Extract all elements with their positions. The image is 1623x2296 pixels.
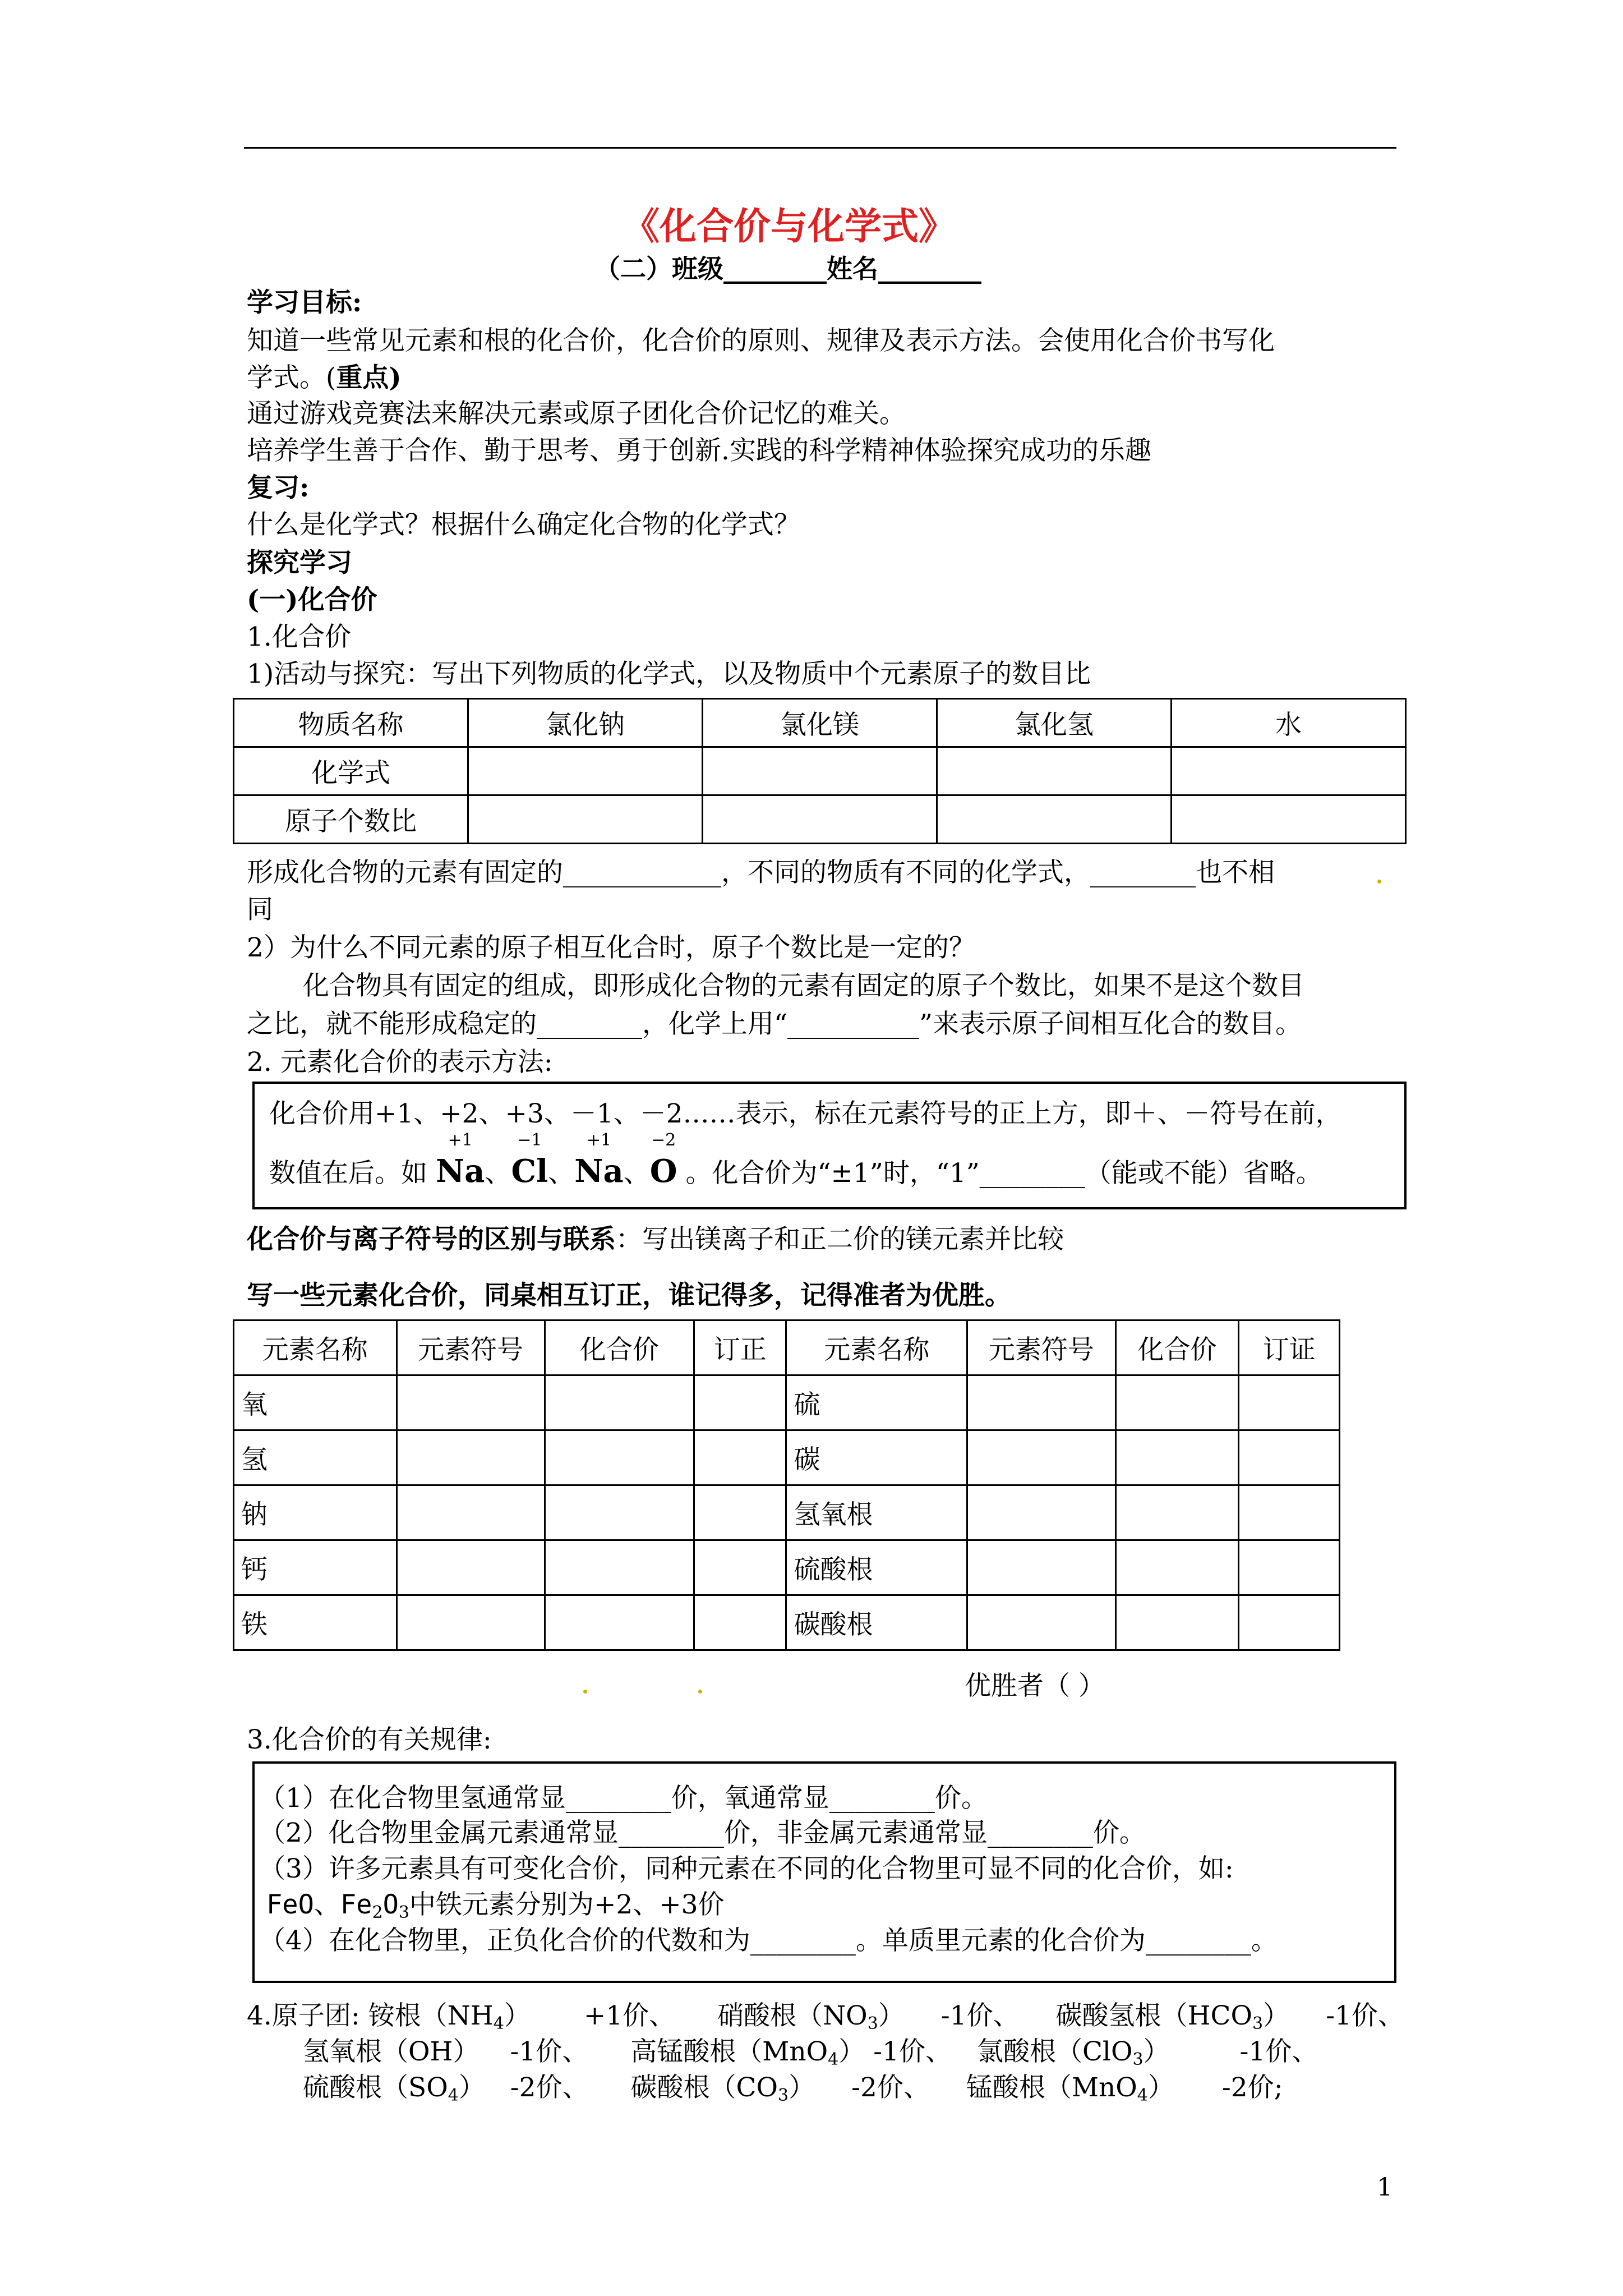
answer-cell[interactable] <box>694 1375 786 1430</box>
answer-cell[interactable] <box>967 1430 1115 1485</box>
winner-field[interactable]: 优胜者（ ） <box>965 1671 1105 1701</box>
answer-cell[interactable] <box>694 1540 786 1595</box>
valence-game-table <box>233 1319 1340 1651</box>
table-header-cell: 元素符号 <box>967 1320 1115 1375</box>
group-valence: -2价、 <box>510 2072 589 2103</box>
page-number: 1 <box>1377 2173 1393 2202</box>
decorative-dot <box>1377 880 1381 884</box>
rules-heading: 3.化合价的有关规律: <box>247 1724 492 1755</box>
answer-cell[interactable] <box>1239 1375 1340 1430</box>
table-header-cell: 氯化氢 <box>937 699 1172 747</box>
rule-1: （1）在化合物里氢通常显________价，氧通常显________价。 <box>259 1783 988 1814</box>
answer-cell[interactable] <box>545 1430 694 1485</box>
table-header-cell: 物质名称 <box>234 699 468 747</box>
answer-cell[interactable] <box>396 1375 545 1430</box>
page-title: 《化合价与化学式》 <box>623 204 956 248</box>
answer-cell[interactable] <box>1172 795 1406 844</box>
element-name-cell: 氢氧根 <box>786 1485 967 1540</box>
answer-cell[interactable] <box>1239 1540 1340 1595</box>
table-header-cell: 元素名称 <box>786 1320 967 1375</box>
group-valence: -1价、 <box>510 2036 589 2067</box>
valence-box-line1: 化合价用+1、+2、+3、－1、－2……表示，标在元素符号的正上方，即＋、－符号在前， <box>269 1098 1342 1129</box>
element-name-cell: 硫酸根 <box>786 1540 967 1595</box>
rule-2: （2）化合物里金属元素通常显________价，非金属元素通常显________价。 <box>259 1818 1146 1848</box>
q2-line1: 2）为什么不同元素的原子相互化合时，原子个数比是一定的？ <box>247 932 975 963</box>
table-header-cell: 水 <box>1172 699 1406 747</box>
fill1-line1: 形成化合物的元素有固定的____________，不同的物质有不同的化学式，________也不相 <box>247 857 1275 888</box>
valence-box-line2: 数值在后。如 +1 Na、 −1 Cl、 +1 Na、 −2 O 。化合价为“±1”时，“1”________（能或不能）省略。 <box>269 1130 1322 1190</box>
element-name-cell: 钠 <box>234 1485 397 1540</box>
answer-cell[interactable] <box>1115 1375 1239 1430</box>
explore-sub1: (一)化合价 <box>247 585 377 615</box>
answer-cell[interactable] <box>545 1595 694 1650</box>
answer-cell[interactable] <box>694 1485 786 1540</box>
rule-3: （3）许多元素具有可变化合价，同种元素在不同的化合物里可显不同的化合价，如: <box>259 1853 1234 1884</box>
table-header-cell: 元素符号 <box>396 1320 545 1375</box>
element-name-cell: 碳酸根 <box>786 1595 967 1650</box>
q2-line2: 化合物具有固定的组成，即形成化合物的元素有固定的原子个数比，如果不是这个数目 <box>303 970 1304 1001</box>
answer-cell[interactable] <box>396 1430 545 1485</box>
valence-example: +1 Na <box>435 1130 485 1190</box>
answer-cell[interactable] <box>1115 1485 1239 1540</box>
rule-3-example: FeO、$Fe_2O_3$中铁元素分别为+2、+3价 <box>266 1889 725 1922</box>
group-valence: -1价、 <box>873 2036 952 2067</box>
group-item: 铵根$(NH_4)$ <box>368 2000 531 2033</box>
table-header-cell: 元素名称 <box>234 1320 397 1375</box>
rule-4: （4）在化合物里，正负化合价的代数和为________。单质里元素的化合价为________。 <box>259 1925 1278 1956</box>
group-item: 高锰酸根（MnO$_4$） <box>630 2036 865 2069</box>
answer-cell[interactable] <box>1115 1430 1239 1485</box>
answer-cell[interactable] <box>694 1595 786 1650</box>
group-valence: -2价; <box>1221 2072 1283 2103</box>
table-header-cell: 订正 <box>694 1320 786 1375</box>
element-name-cell: 钙 <box>234 1540 397 1595</box>
group-item: 氢氧根（OH） <box>303 2036 479 2067</box>
answer-cell[interactable] <box>967 1540 1115 1595</box>
goals-line4: 培养学生善于合作、勤于思考、勇于创新.实践的科学精神体验探究成功的乐趣 <box>247 435 1151 466</box>
substance-table <box>233 698 1407 844</box>
group-item: 硝酸根$(NO_3)$ <box>717 2000 905 2033</box>
answer-cell[interactable] <box>967 1485 1115 1540</box>
q2-line3: 之比，就不能形成稳定的________，化学上用“__________”来表示原子间相互化合的数目。 <box>247 1009 1302 1039</box>
method-heading: 2. 元素化合价的表示方法: <box>247 1047 553 1078</box>
page-subtitle: （二）班级________姓名________ <box>594 254 981 284</box>
valence-example: +1 Na <box>574 1130 624 1190</box>
answer-cell[interactable] <box>1239 1485 1340 1540</box>
row-label-formula: 化学式 <box>234 747 468 795</box>
goals-heading: 学习目标: <box>247 287 362 318</box>
answer-cell[interactable] <box>545 1375 694 1430</box>
group-item: 碳酸根$(CO_3)$ <box>630 2072 815 2105</box>
answer-cell[interactable] <box>545 1540 694 1595</box>
answer-cell[interactable] <box>545 1485 694 1540</box>
group-item: 锰酸根（MnO$_4$） <box>966 2072 1174 2105</box>
decorative-dot <box>583 1690 587 1694</box>
groups-line3 <box>303 2074 1283 2104</box>
goals-line2: 学式。(重点) <box>247 362 402 393</box>
review-question: 什么是化学式？根据什么确定化合物的化学式？ <box>247 509 800 540</box>
answer-cell[interactable] <box>703 747 937 795</box>
answer-cell[interactable] <box>937 747 1172 795</box>
table-header-cell: 氯化镁 <box>703 699 937 747</box>
table-header-cell: 订证 <box>1239 1320 1340 1375</box>
ion-comparison: 化合价与离子符号的区别与联系：写出镁离子和正二价的镁元素并比较 <box>247 1224 1064 1255</box>
goals-line3: 通过游戏竞赛法来解决元素或原子团化合价记忆的难关。 <box>247 398 906 429</box>
element-name-cell: 氢 <box>234 1430 397 1485</box>
group-valence: +1价、 <box>583 2000 676 2031</box>
element-name-cell: 铁 <box>234 1595 397 1650</box>
decorative-dot <box>698 1690 702 1694</box>
answer-cell[interactable] <box>967 1595 1115 1650</box>
answer-cell[interactable] <box>1239 1430 1340 1485</box>
answer-cell[interactable] <box>396 1485 545 1540</box>
valence-example: −1 Cl <box>511 1130 548 1190</box>
answer-cell[interactable] <box>694 1430 786 1485</box>
valence-example: −2 O <box>649 1130 677 1190</box>
goals-line1: 知道一些常见元素和根的化合价，化合价的原则、规律及表示方法。会使用化合价书写化 <box>247 325 1275 356</box>
table-header-cell: 化合价 <box>545 1320 694 1375</box>
group-item: 硫酸根$(SO_4)$ <box>303 2072 485 2105</box>
game-heading: 写一些元素化合价，同桌相互订正，谁记得多，记得准者为优胜。 <box>247 1280 1011 1311</box>
group-valence: -1价、 <box>1239 2036 1318 2067</box>
answer-cell[interactable] <box>1239 1595 1340 1650</box>
table-header-cell: 化合价 <box>1115 1320 1239 1375</box>
answer-cell[interactable] <box>468 795 703 844</box>
explore-activity: 1)活动与探究：写出下列物质的化学式，以及物质中个元素原子的数目比 <box>247 659 1091 689</box>
answer-cell[interactable] <box>396 1540 545 1595</box>
header-rule <box>244 147 1396 149</box>
explore-heading: 探究学习 <box>247 547 352 578</box>
group-valence: -2价、 <box>851 2072 930 2103</box>
answer-cell[interactable] <box>967 1375 1115 1430</box>
fill1-line2: 同 <box>247 894 273 925</box>
answer-cell[interactable] <box>703 795 937 844</box>
element-name-cell: 硫 <box>786 1375 967 1430</box>
answer-cell[interactable] <box>1115 1595 1239 1650</box>
review-heading: 复习: <box>247 472 310 503</box>
group-item: 碳酸氢根$(HCO_3)$ <box>1055 2000 1290 2033</box>
element-name-cell: 氧 <box>234 1375 397 1430</box>
answer-cell[interactable] <box>396 1595 545 1650</box>
answer-cell[interactable] <box>1115 1540 1239 1595</box>
groups-line1: 4.原子团: 铵根$(NH_4) +1$价、 硝酸根$(NO_3)$ -1价、 碳酸氢根$(HCO_3)$ -1价、 <box>247 2000 1404 2033</box>
row-label-ratio: 原子个数比 <box>234 795 468 844</box>
group-valence: -1价、 <box>940 2000 1020 2031</box>
group-item: 氯酸根（ClO$_3$） <box>976 2036 1170 2069</box>
answer-cell[interactable] <box>1172 747 1406 795</box>
explore-item1: 1.化合价 <box>247 622 351 652</box>
answer-cell[interactable] <box>468 747 703 795</box>
groups-line2 <box>303 2036 1318 2069</box>
element-name-cell: 碳 <box>786 1430 967 1485</box>
table-header-cell: 氯化钠 <box>468 699 703 747</box>
answer-cell[interactable] <box>937 795 1172 844</box>
group-valence: -1价、 <box>1326 2000 1404 2031</box>
